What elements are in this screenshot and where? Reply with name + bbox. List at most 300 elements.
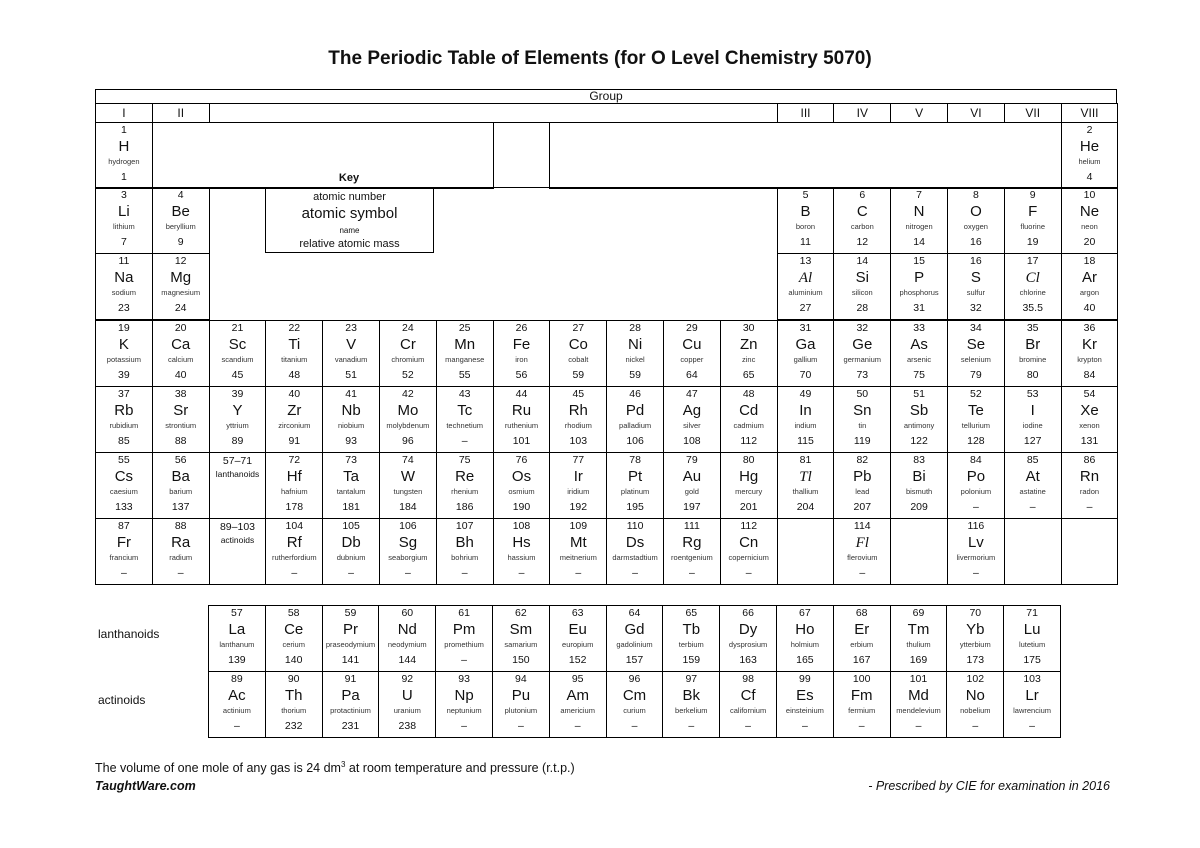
element-symbol: P [914, 269, 925, 286]
element-cell-np [435, 671, 493, 738]
element-name: nitrogen [905, 222, 933, 231]
element-name: bromine [1019, 355, 1047, 364]
element-symbol: F [1028, 203, 1038, 220]
element-symbol: Au [682, 468, 702, 485]
element-cell-tl [777, 452, 835, 519]
element-name: lawrencium [1013, 706, 1052, 715]
atomic-number: 53 [1026, 388, 1039, 400]
atomic-mass: 79 [970, 369, 982, 381]
atomic-number: 79 [686, 454, 698, 466]
element-symbol: Po [966, 468, 986, 485]
atomic-mass: – [120, 567, 127, 579]
atomic-mass: 167 [852, 654, 871, 666]
atomic-mass: 163 [739, 654, 757, 666]
element-symbol: H [118, 138, 130, 155]
atomic-number: 58 [287, 607, 300, 619]
element-name: caesium [109, 487, 138, 496]
atomic-mass: 35.5 [1022, 302, 1043, 314]
atomic-mass: 89 [231, 435, 244, 447]
element-cell-pb [833, 452, 891, 519]
element-symbol: V [346, 336, 357, 353]
atomic-number: 74 [402, 454, 414, 466]
element-symbol: Ho [795, 621, 815, 638]
atomic-mass: 84 [1083, 369, 1096, 381]
element-name: cadmium [733, 421, 764, 430]
element-name: europium [562, 640, 594, 649]
element-symbol: Se [966, 336, 986, 353]
element-symbol: K [118, 336, 129, 353]
element-name: iron [515, 355, 528, 364]
element-name: mendelevium [896, 706, 941, 715]
atomic-mass: 52 [402, 369, 414, 381]
element-symbol: As [910, 336, 928, 353]
atomic-mass: – [348, 567, 354, 579]
atomic-mass: 39 [118, 369, 130, 381]
atomic-number: 102 [966, 673, 985, 685]
atomic-mass: 93 [345, 435, 357, 447]
element-cell-hs [493, 518, 551, 585]
series-reference-cell [209, 518, 267, 585]
atomic-number: 76 [515, 454, 528, 466]
atomic-number: 45 [572, 388, 585, 400]
row1-frame-right [549, 122, 1061, 189]
atomic-number: 25 [458, 322, 471, 334]
element-name: xenon [1079, 421, 1100, 430]
element-symbol: Sm [509, 621, 533, 638]
element-cell-rb [95, 386, 153, 453]
element-cell-au [663, 452, 721, 519]
atomic-mass: 64 [686, 369, 698, 381]
atomic-number: 105 [342, 520, 360, 532]
atomic-mass: 103 [569, 435, 588, 447]
atomic-mass: 23 [118, 302, 130, 314]
atomic-number: 1 [120, 124, 127, 136]
element-name: praseodymium [325, 640, 376, 649]
atomic-mass: 9 [177, 236, 184, 248]
atomic-mass: 1 [120, 171, 127, 183]
element-symbol: Ca [171, 336, 191, 353]
element-symbol: N [913, 203, 925, 220]
element-name: thulium [906, 640, 931, 649]
element-symbol: Sr [173, 402, 189, 419]
element-name: rhodium [564, 421, 592, 430]
element-cell-ra [152, 518, 210, 585]
element-symbol: Ru [511, 402, 532, 419]
element-cell-nb [322, 386, 380, 453]
atomic-mass: 40 [1083, 302, 1096, 314]
atomic-number: 86 [1083, 454, 1096, 466]
element-cell-fr [95, 518, 153, 585]
element-name: dubnium [336, 553, 366, 562]
key-name: name [339, 226, 360, 235]
element-cell-pa [322, 671, 380, 738]
element-symbol: Rn [1079, 468, 1100, 485]
element-cell-ds [606, 518, 664, 585]
atomic-mass: 232 [284, 720, 303, 732]
key-atomic-symbol: atomic symbol [301, 205, 398, 222]
atomic-number: 96 [628, 673, 641, 685]
atomic-mass: – [518, 567, 525, 579]
atomic-number: 62 [515, 607, 527, 619]
element-symbol: S [970, 269, 981, 286]
element-cell-th [265, 671, 323, 738]
element-name: germanium [843, 355, 882, 364]
element-cell-pr [322, 605, 380, 672]
empty-cell [1061, 518, 1119, 585]
atomic-number: 85 [1026, 454, 1039, 466]
ref-range: 57–71 [222, 455, 253, 467]
element-symbol: Na [114, 269, 134, 286]
element-name: technetium [446, 421, 484, 430]
element-name: chromium [391, 355, 425, 364]
atomic-number: 6 [859, 189, 866, 201]
element-name: dysprosium [728, 640, 768, 649]
element-cell-os [493, 452, 551, 519]
atomic-number: 110 [626, 520, 644, 532]
atomic-mass: 192 [569, 501, 588, 513]
atomic-number: 50 [856, 388, 869, 400]
element-cell-ca [152, 320, 210, 387]
atomic-number: 108 [512, 520, 531, 532]
element-name: helium [1078, 157, 1101, 166]
element-name: ruthenium [504, 421, 539, 430]
element-name: neptunium [446, 706, 482, 715]
atomic-number: 40 [288, 388, 301, 400]
element-name: lithium [113, 222, 135, 231]
atomic-mass: – [233, 720, 240, 732]
element-cell-p [890, 253, 948, 320]
element-name: krypton [1077, 355, 1102, 364]
atomic-mass: 106 [626, 435, 644, 447]
element-cell-fl [833, 518, 891, 585]
element-name: mercury [735, 487, 763, 496]
atomic-mass: 112 [740, 435, 758, 447]
element-name: curium [623, 706, 646, 715]
atomic-number: 75 [458, 454, 471, 466]
element-cell-ru [493, 386, 551, 453]
element-cell-mo [379, 386, 437, 453]
atomic-mass: – [1086, 501, 1093, 513]
atomic-number: 24 [402, 322, 414, 334]
element-symbol: Ti [288, 336, 301, 353]
atomic-mass: – [517, 720, 524, 732]
atomic-number: 68 [855, 607, 868, 619]
atomic-number: 87 [118, 520, 130, 532]
atomic-number: 114 [853, 520, 871, 532]
element-name: darmstadtium [612, 553, 658, 562]
atomic-number: 9 [1029, 189, 1036, 201]
element-symbol: Pr [342, 621, 358, 638]
element-symbol: In [799, 402, 812, 419]
atomic-mass: 139 [228, 654, 246, 666]
element-name: thallium [792, 487, 819, 496]
element-name: phosphorus [899, 288, 939, 297]
atomic-number: 3 [120, 189, 127, 201]
atomic-mass: 96 [402, 435, 414, 447]
element-symbol: Mn [454, 336, 476, 353]
element-symbol: Rh [568, 402, 588, 419]
element-name: promethium [444, 640, 484, 649]
atomic-number: 70 [969, 607, 982, 619]
atomic-number: 63 [571, 607, 584, 619]
atomic-number: 92 [401, 673, 414, 685]
element-symbol: Ta [343, 468, 359, 485]
element-cell-hf [265, 452, 323, 519]
element-name: actinium [222, 706, 251, 715]
element-name: neon [1081, 222, 1098, 231]
element-name: lead [855, 487, 870, 496]
element-cell-fm [833, 671, 891, 738]
footnote-text-after: at room temperature and pressure (r.t.p.) [345, 761, 575, 776]
element-name: polonium [960, 487, 992, 496]
atomic-mass: 127 [1023, 435, 1042, 447]
atomic-mass: 75 [913, 369, 925, 381]
element-name: molybdenum [386, 421, 430, 430]
atomic-number: 107 [455, 520, 474, 532]
atomic-mass: 209 [910, 501, 928, 513]
element-name: boron [795, 222, 816, 231]
atomic-mass: – [745, 567, 752, 579]
atomic-number: 101 [909, 673, 928, 685]
element-cell-lr [1003, 671, 1061, 738]
element-symbol: Cf [740, 687, 756, 704]
atomic-number: 66 [742, 607, 754, 619]
atomic-mass: 32 [970, 302, 982, 314]
atomic-mass: – [461, 567, 468, 579]
ref-name: actinoids [220, 535, 255, 545]
atomic-mass: 14 [913, 236, 925, 248]
atomic-number: 71 [1026, 607, 1038, 619]
atomic-mass: 27 [799, 302, 812, 314]
group-label-VII: VII [1004, 103, 1062, 123]
element-name: lanthanum [219, 640, 255, 649]
atomic-mass: 207 [853, 501, 872, 513]
footnote-superscript: 3 [340, 760, 346, 769]
element-name: livermorium [956, 553, 996, 562]
atomic-mass: 141 [341, 654, 360, 666]
group-label-V: V [890, 103, 948, 123]
atomic-number: 7 [916, 189, 922, 201]
atomic-number: 16 [970, 255, 982, 267]
element-name: hafnium [280, 487, 308, 496]
atomic-number: 67 [799, 607, 811, 619]
element-cell-s [947, 253, 1005, 320]
element-cell-be [152, 187, 210, 254]
element-cell-gd [606, 605, 664, 672]
atomic-number: 55 [118, 454, 130, 466]
atomic-mass: 184 [399, 501, 417, 513]
element-cell-nd [378, 605, 436, 672]
atomic-number: 4 [177, 189, 184, 201]
atomic-mass: 85 [118, 435, 130, 447]
element-cell-b [777, 187, 835, 254]
element-symbol: Fm [850, 687, 873, 704]
element-cell-ga [777, 320, 835, 387]
element-name: calcium [167, 355, 194, 364]
element-symbol: Fe [512, 336, 531, 353]
element-cell-tm [890, 605, 948, 672]
atomic-mass: 181 [342, 501, 360, 513]
element-symbol: Si [855, 269, 869, 286]
element-symbol: Re [455, 468, 475, 485]
element-cell-mt [549, 518, 607, 585]
element-cell-n [890, 187, 948, 254]
element-symbol: Bk [682, 687, 701, 704]
element-name: cerium [282, 640, 305, 649]
element-cell-rh [549, 386, 607, 453]
atomic-mass: – [1029, 720, 1035, 732]
atomic-number: 37 [118, 388, 130, 400]
element-cell-eu [549, 605, 607, 672]
atomic-mass: 231 [341, 720, 360, 732]
key-relative-atomic-mass: relative atomic mass [299, 238, 400, 250]
atomic-number: 11 [118, 255, 130, 267]
atomic-mass: – [688, 720, 695, 732]
atomic-mass: – [858, 720, 865, 732]
atomic-mass: – [632, 567, 638, 579]
element-name: copernicium [728, 553, 769, 562]
atomic-number: 103 [1023, 673, 1041, 685]
element-cell-o [947, 187, 1005, 254]
element-name: chlorine [1019, 288, 1046, 297]
element-cell-ne [1061, 187, 1119, 254]
element-cell-tc [436, 386, 494, 453]
element-cell-bi [890, 452, 948, 519]
element-name: niobium [337, 421, 365, 430]
element-cell-rn [1061, 452, 1119, 519]
element-symbol: Am [566, 687, 589, 704]
element-cell-er [833, 605, 891, 672]
element-symbol: Yb [966, 621, 985, 638]
element-name: cobalt [568, 355, 589, 364]
element-name: einsteinium [785, 706, 824, 715]
atomic-number: 19 [118, 322, 130, 334]
element-cell-kr [1061, 320, 1119, 387]
atomic-mass: 186 [455, 501, 474, 513]
element-name: roentgenium [671, 553, 713, 562]
element-symbol: Pd [625, 402, 645, 419]
element-name: zirconium [278, 421, 311, 430]
element-name: holmium [790, 640, 820, 649]
element-cell-pt [606, 452, 664, 519]
atomic-number: 106 [399, 520, 417, 532]
element-symbol: Ds [625, 534, 645, 551]
element-cell-cf [719, 671, 777, 738]
element-cell-sr [152, 386, 210, 453]
element-symbol: Sn [853, 402, 872, 419]
element-symbol: I [1030, 402, 1035, 419]
atomic-mass: – [177, 567, 184, 579]
atomic-mass: 7 [120, 236, 127, 248]
element-cell-ar [1061, 253, 1119, 320]
element-name: vanadium [334, 355, 368, 364]
element-symbol: Bh [455, 534, 474, 551]
element-cell-lu [1003, 605, 1061, 672]
atomic-number: 52 [970, 388, 982, 400]
ref-name: lanthanoids [215, 469, 260, 479]
element-symbol: Th [284, 687, 303, 704]
atomic-mass: 40 [174, 369, 187, 381]
element-symbol: Os [511, 468, 532, 485]
element-symbol: Cd [739, 402, 759, 419]
element-symbol: Rg [682, 534, 702, 551]
atomic-mass: 131 [1080, 435, 1099, 447]
element-name: berkelium [675, 706, 708, 715]
element-cell-mn [436, 320, 494, 387]
atomic-number: 5 [802, 189, 809, 201]
element-symbol: Eu [568, 621, 587, 638]
atomic-number: 82 [856, 454, 869, 466]
atomic-mass: 204 [796, 501, 815, 513]
element-name: antimony [903, 421, 935, 430]
atomic-number: 2 [1086, 124, 1093, 136]
row1-frame-left [95, 122, 494, 189]
element-cell-sc [209, 320, 267, 387]
element-name: iridium [567, 487, 590, 496]
element-cell-md [890, 671, 948, 738]
atomic-number: 69 [912, 607, 925, 619]
element-name: gadolinium [616, 640, 653, 649]
atomic-number: 83 [913, 454, 925, 466]
atomic-number: 49 [799, 388, 812, 400]
atomic-mass: 128 [967, 435, 985, 447]
atomic-number: 30 [742, 322, 755, 334]
atomic-mass: 59 [629, 369, 641, 381]
atomic-mass: – [291, 567, 298, 579]
group-label-IV: IV [833, 103, 891, 123]
atomic-mass: 238 [398, 720, 417, 732]
element-name: fluorine [1020, 222, 1045, 231]
element-symbol: Ag [682, 402, 702, 419]
element-cell-at [1004, 452, 1062, 519]
element-symbol: Ar [1081, 269, 1097, 286]
element-cell-ag [663, 386, 721, 453]
atomic-number: 94 [515, 673, 527, 685]
atomic-mass: 173 [966, 654, 985, 666]
element-cell-u [378, 671, 436, 738]
atomic-mass: 91 [288, 435, 301, 447]
element-cell-rf [265, 518, 323, 585]
atomic-number: 42 [402, 388, 414, 400]
element-symbol: Pt [627, 468, 643, 485]
element-cell-zr [265, 386, 323, 453]
element-cell-pm [435, 605, 493, 672]
element-symbol: Sg [398, 534, 418, 551]
atomic-mass: – [1029, 501, 1036, 513]
atomic-number: 56 [174, 454, 187, 466]
element-name: osmium [508, 487, 535, 496]
atomic-number: 100 [852, 673, 871, 685]
atomic-mass: – [972, 501, 979, 513]
element-name: fermium [848, 706, 876, 715]
atomic-mass: 20 [1083, 236, 1096, 248]
atomic-mass: 28 [856, 302, 869, 314]
atomic-number: 10 [1083, 189, 1096, 201]
element-name: tin [858, 421, 867, 430]
element-cell-am [549, 671, 607, 738]
element-cell-w [379, 452, 437, 519]
key-label: Key [338, 172, 360, 184]
element-cell-sn [833, 386, 891, 453]
element-name: carbon [850, 222, 874, 231]
atomic-number: 65 [685, 607, 698, 619]
atomic-number: 22 [288, 322, 301, 334]
element-cell-hg [720, 452, 778, 519]
element-cell-si [833, 253, 891, 320]
atomic-number: 54 [1083, 388, 1096, 400]
element-symbol: Ni [628, 336, 643, 353]
atomic-number: 28 [629, 322, 641, 334]
